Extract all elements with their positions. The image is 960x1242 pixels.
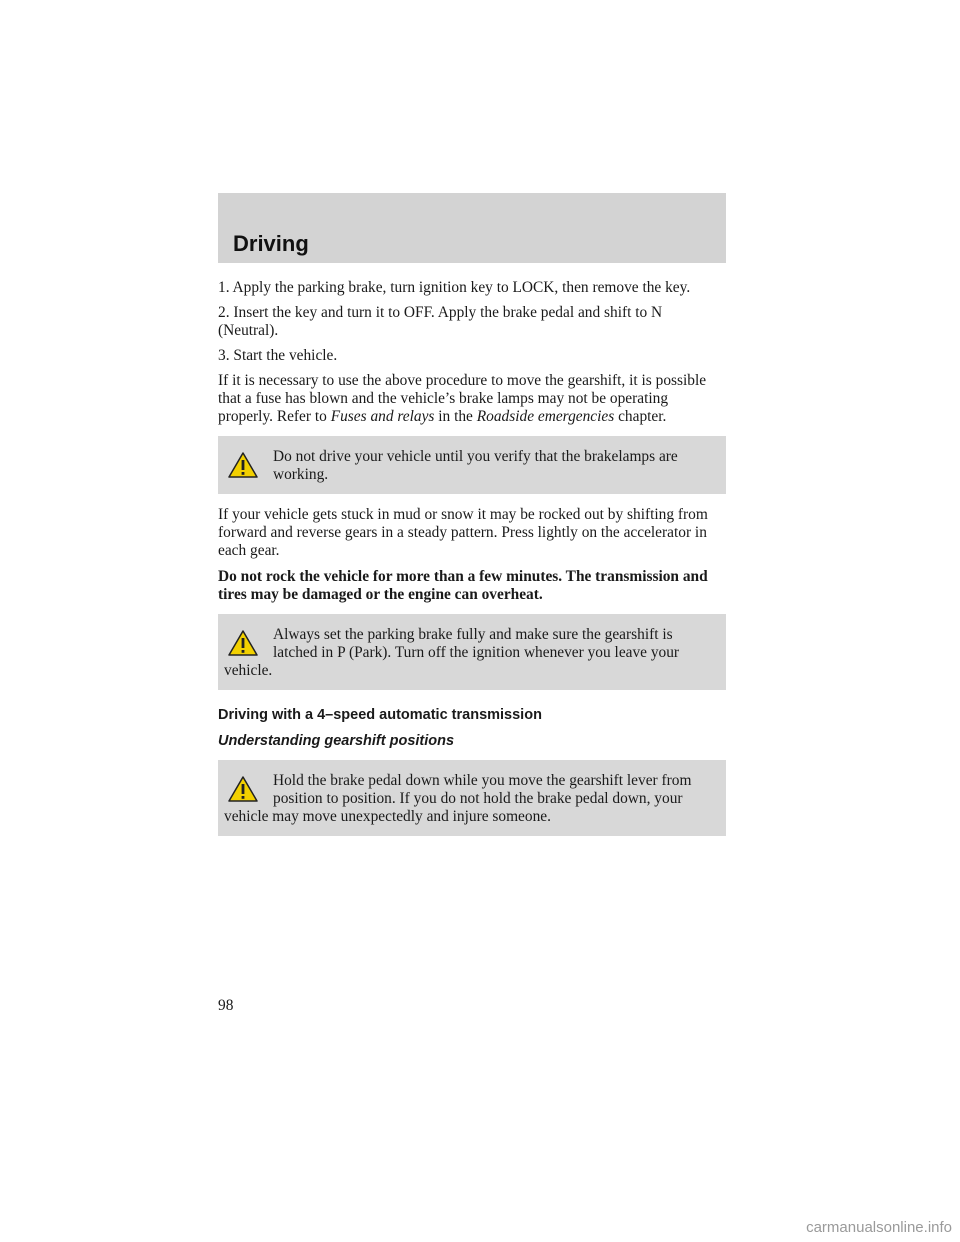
warning-box-brake-pedal	[218, 760, 726, 836]
step-1: 1. Apply the parking brake, turn ignition key to LOCK, then remove the key.	[218, 279, 691, 296]
warning-text-brake-pedal: Hold the brake pedal down while you move the gearshift lever from position to position. If you do not hold the brake pedal down, your vehicle may move unexpectedly and injure someone.	[224, 772, 692, 825]
warning-box-parking-brake	[218, 614, 726, 690]
rocking-caution-paragraph: Do not rock the vehicle for more than a few minutes. The transmission and tires may be damaged or the engine can overheat.	[218, 568, 708, 603]
warning-box-brakelamps	[218, 436, 726, 494]
transmission-heading: Driving with a 4–speed automatic transmission	[218, 707, 542, 723]
warning-text-parking-brake: Always set the parking brake fully and make sure the gearshift is latched in P (Park). Turn off the ignition whenever you leave your vehicle.	[224, 626, 680, 679]
section-header-band	[218, 193, 726, 263]
warning-triangle-icon	[228, 452, 258, 478]
fuse-paragraph-text-2: in the	[434, 408, 477, 425]
roadside-emergencies-reference: Roadside emergencies	[476, 408, 615, 425]
step-3: 3. Start the vehicle.	[218, 347, 338, 364]
warning-text-brakelamps: Do not drive your vehicle until you verify that the brakelamps are working.	[273, 448, 678, 483]
page-number: 98	[218, 997, 234, 1014]
section-title: Driving	[233, 231, 309, 256]
fuse-paragraph	[218, 372, 726, 426]
fuse-paragraph-text-3: chapter.	[614, 408, 667, 425]
warning-triangle-icon	[228, 630, 258, 656]
fuse-paragraph-text-1: If it is necessary to use the above procedure to move the gearshift, it is possible that a fuse has blown and the vehicle’s brake lamps may not be operating properly. Refer to	[218, 372, 707, 425]
page-content	[218, 279, 726, 848]
gearshift-positions-subheading: Understanding gearshift positions	[218, 733, 455, 749]
warning-triangle-icon	[228, 776, 258, 802]
step-2: 2. Insert the key and turn it to OFF. Apply the brake pedal and shift to N (Neutral).	[218, 304, 663, 339]
fuses-and-relays-reference: Fuses and relays	[330, 408, 435, 425]
stuck-vehicle-paragraph: If your vehicle gets stuck in mud or snow it may be rocked out by shifting from forward and reverse gears in a steady pattern. Press lightly on the accelerator in each gear.	[218, 506, 708, 559]
watermark: carmanualsonline.info	[806, 1219, 952, 1236]
